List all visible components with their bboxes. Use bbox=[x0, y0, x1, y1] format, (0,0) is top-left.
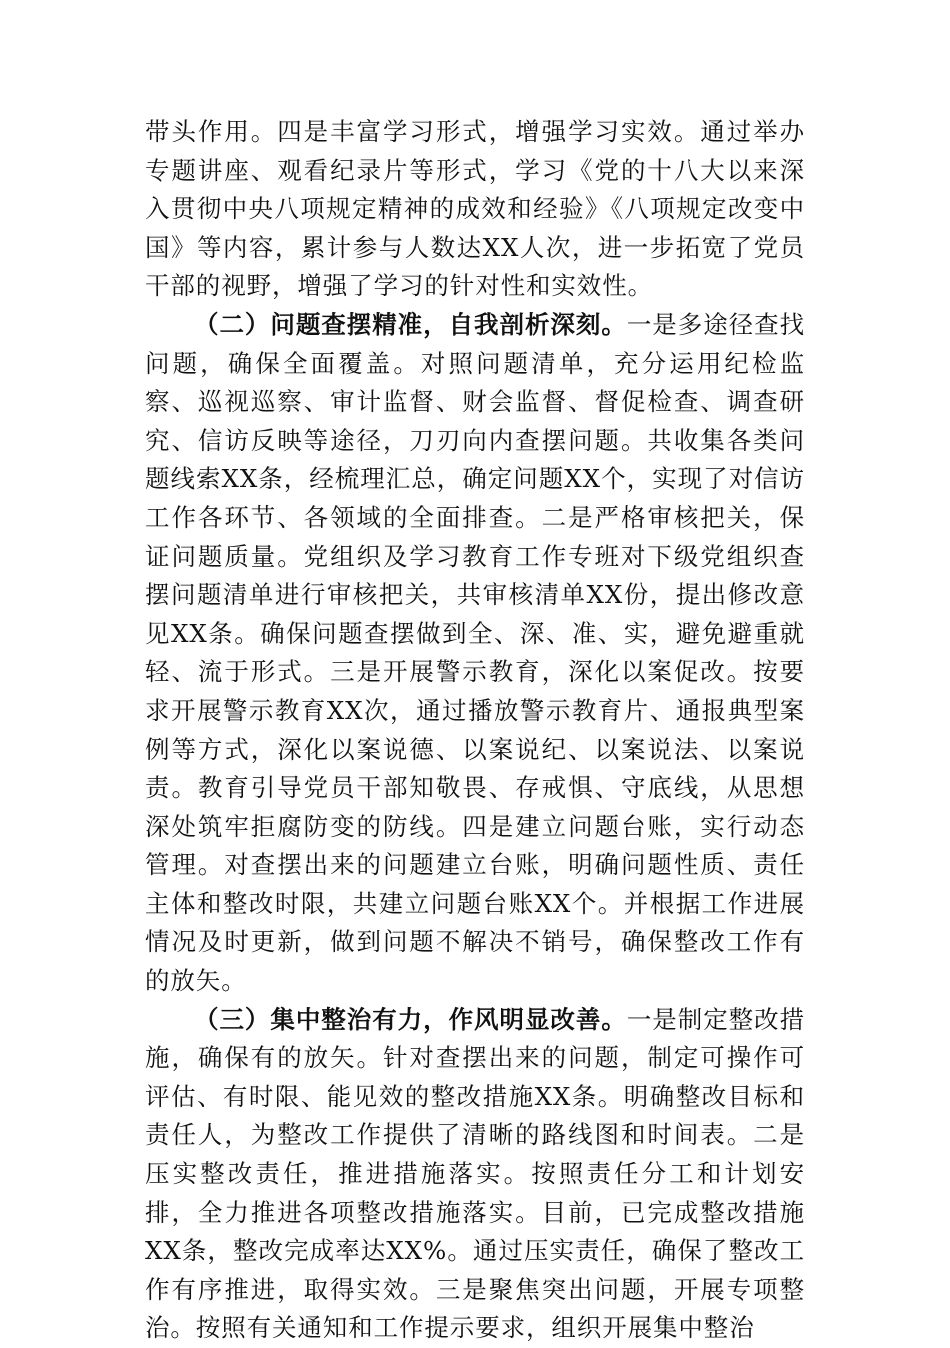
paragraph-3-text: 一是制定整改措施，确保有的放矢。针对查摆出来的问题，制定可操作可评估、有时限、能见效的整改措施XX条。明确整改目标和责任人，为整改工作提供了清晰的路线图和时间表。二是压实整改责任，推进措施落实。按照责任分工和计划安排，全力推进各项整改措施落实。目前，已完成整改措施XX条，整改完成率达XX%。通过压实责任，确保了整改工作有序推进，取得实效。三是聚焦突出问题，开展专项整治。按照有关通知和工作提示要求，组织开展集中整治 bbox=[145, 1004, 805, 1343]
paragraph-3-heading: （三）集中整治有力，作风明显改善。 bbox=[194, 1004, 627, 1034]
paragraph-1-text: 带头作用。四是丰富学习形式，增强学习实效。通过举办专题讲座、观看纪录片等形式，学习《党的十八大以来深入贯彻中央八项规定精神的成效和经验》《八项规定改变中国》等内容，累计参与人数达XX人次，进一步拓宽了党员干部的视野，增强了学习的针对性和实效性。 bbox=[145, 117, 805, 301]
paragraph-2-text: 一是多途径查找问题，确保全面覆盖。对照问题清单，充分运用纪检监察、巡视巡察、审计监督、财会监督、督促检查、调查研究、信访反映等途径，刀刃向内查摆问题。共收集各类问题线索XX条，经梳理汇总，确定问题XX个，实现了对信访工作各环节、各领域的全面排查。二是严格审核把关，保证问题质量。党组织及学习教育工作专班对下级党组织查摆问题清单进行审核把关，共审核清单XX份，提出修改意见XX条。确保问题查摆做到全、深、准、实，避免避重就轻、流于形式。三是开展警示教育，深化以案促改。按要求开展警示教育XX次，通过播放警示教育片、通报典型案例等方式，深化以案说德、以案说纪、以案说法、以案说责。教育引导党员干部知敬畏、存戒惧、守底线，从思想深处筑牢拒腐防变的防线。四是建立问题台账，实行动态管理。对查摆出来的问题建立台账，明确问题性质、责任主体和整改时限，共建立问题台账XX个。并根据工作进展情况及时更新，做到问题不解决不销号，确保整改工作有的放矢。 bbox=[145, 309, 805, 996]
paragraph-3 bbox=[145, 1001, 805, 1348]
paragraph-1 bbox=[145, 113, 805, 306]
document-body bbox=[145, 113, 805, 1348]
paragraph-2 bbox=[145, 306, 805, 1001]
paragraph-2-heading: （二）问题查摆精准，自我剖析深刻。 bbox=[194, 309, 627, 339]
